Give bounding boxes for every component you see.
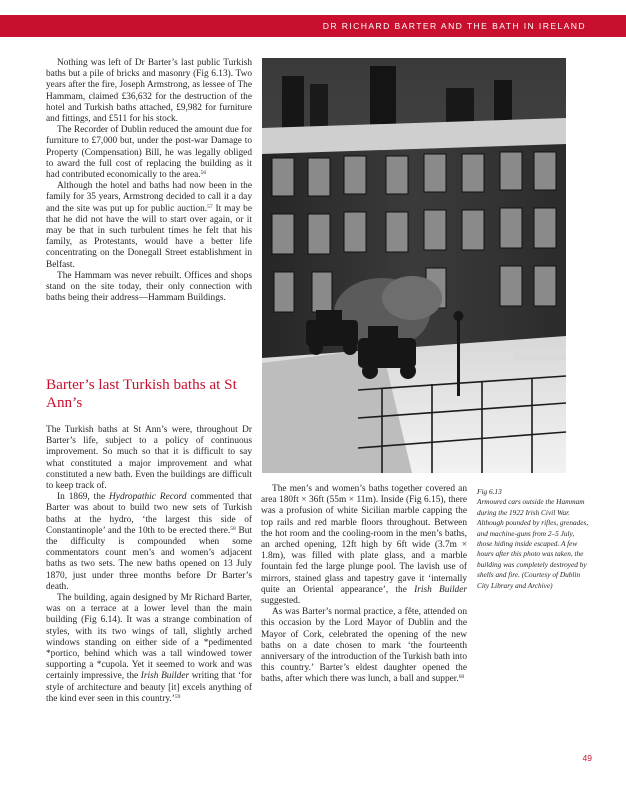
paragraph-text: But the difficulty is compounded when some commentators count men’s and women’s adjacent baths as two sets. The new baths opened on 13 July 1870, just under three months before Dr Barter’s death.	[46, 525, 252, 592]
footnote-ref: 57	[207, 203, 213, 210]
figure-caption	[477, 487, 589, 591]
historic-photo	[262, 58, 566, 473]
paragraph	[46, 181, 252, 271]
paragraph-text: As was Barter’s normal practice, a fête, attended on this occasion by the Lord Mayor of Dublin and the Mayor of Cork, celebrated the opening of the new baths on a date chosen to mark ‘the fourteenth anniversary of the introduction of the Turkish bath into this country.’ Barter’s eldest daughter opened the baths, after which there was lunch, a ball and supper.	[261, 607, 467, 685]
caption-text: Armoured cars outside the Hammam during the 1922 Irish Civil War. Although pounded by rifles, grenades, and machine-guns from 2–5 July, those hiding inside escaped. A few hours after this photo was taken, the building was completely destroyed by shells and fire. (Courtesy of Dublin City Library and Archive)	[477, 497, 589, 590]
paragraph	[46, 125, 252, 181]
paragraph-text: commented that Barter was about to build two new sets of Turkish baths at the hydro, ‘the largest this side of Constantinople’ and the 10th to be erected there.	[46, 492, 252, 536]
paragraph-text: It may be that he did not have the will to start over again, or it may be that in such turbulent times he felt that his family, as Protestants, would have a better life concentrating on the Donegall Street establishment in Belfast.	[46, 203, 252, 270]
paragraph	[46, 271, 252, 305]
middle-column	[261, 484, 467, 686]
paragraph-text: suggested.	[261, 596, 301, 607]
paragraph	[46, 58, 252, 125]
page-number: 49	[582, 753, 592, 763]
paragraph-text: Although the hotel and baths had now been in the family for 35 years, Armstrong decided to call it a day and the site was put up for public auction.	[46, 181, 252, 214]
paragraph	[261, 484, 467, 607]
paragraph	[46, 593, 252, 705]
paragraph	[46, 425, 252, 492]
paragraph-text: The Recorder of Dublin reduced the amount due for furniture to £7,000 but, under the post-war Damage to Property (Compensation) Bill, he was legally obliged to award the full cost of replacing the building as it had contributed economically to the area.	[46, 125, 252, 181]
paragraph-text: writing that ‘for style of architecture and beauty [it] excels anything of the kind ever seen in this country.’	[46, 671, 252, 704]
footnote-ref: 58	[230, 525, 236, 532]
left-column-bottom	[46, 425, 252, 705]
footnote-ref: 59	[174, 693, 181, 700]
publication-title: Irish Builder	[414, 584, 468, 595]
footnote-ref: 56	[200, 170, 207, 177]
photo-illustration	[262, 58, 566, 473]
paragraph	[261, 607, 467, 685]
section-heading: Barter’s last Turkish baths at St Ann’s	[46, 376, 237, 411]
paragraph-text: Nothing was left of Dr Barter’s last public Turkish baths but a pile of bricks and masonry (Fig 6.13). Two years after the fire, Joseph Armstrong, as lessee of The Hammam, claimed £36,632 for the destruction of the hotel and Turkish baths attached, £9,982 for furniture and fittings, and £511 for his stock.	[46, 58, 252, 125]
footnote-ref: 60	[458, 674, 465, 681]
paragraph-text: In 1869, the	[57, 492, 110, 503]
publication-title: Irish Builder	[140, 671, 190, 682]
running-head: DR RICHARD BARTER AND THE BATH IN IRELAND	[0, 15, 626, 37]
paragraph-text: The men’s and women’s baths together covered an area 180ft × 36ft (55m × 11m). Inside (Fig 6.15), there was a profusion of white Sicilian marble capping the top rails and red marble floors throughout. Between the hot room and the cooling-room in the men’s baths, an arched opening, 12ft high by 6ft wide (3.7m × 1.8m), was filled with plate glass, and a marble fountain fed the large plunge pool. The lavish use of mirrors, stained glass and tapestry gave it ‘internally quite an Oriental appearance’, the	[261, 484, 467, 595]
paragraph-text: The Hammam was never rebuilt. Offices and shops stand on the site today, their only connection with baths being their address—Hammam Buildings.	[46, 270, 252, 304]
figure-number: Fig 6.13	[477, 487, 502, 496]
paragraph-text: The building, again designed by Mr Richard Barter, was on a terrace at a lower level than the main building (Fig 6.14). It was a strange combination of styles, with its two wings of tall, slightly arched windows standing on either side of a *pedimented *portico, behind which was a tall windowed tower supporting a *cupola. Yet it seemed to work and was certainly impressive, the	[46, 593, 252, 682]
publication-title: Hydropathic Record	[109, 492, 187, 503]
left-column-top	[46, 58, 252, 304]
paragraph	[46, 492, 252, 593]
paragraph-text: The Turkish baths at St Ann’s were, throughout Dr Barter’s life, subject to a policy of continuous improvement. So much so that it is difficult to say what constituted a major improvement and what constituted a new bath. Even the buildings are difficult to keep track of.	[46, 425, 252, 492]
